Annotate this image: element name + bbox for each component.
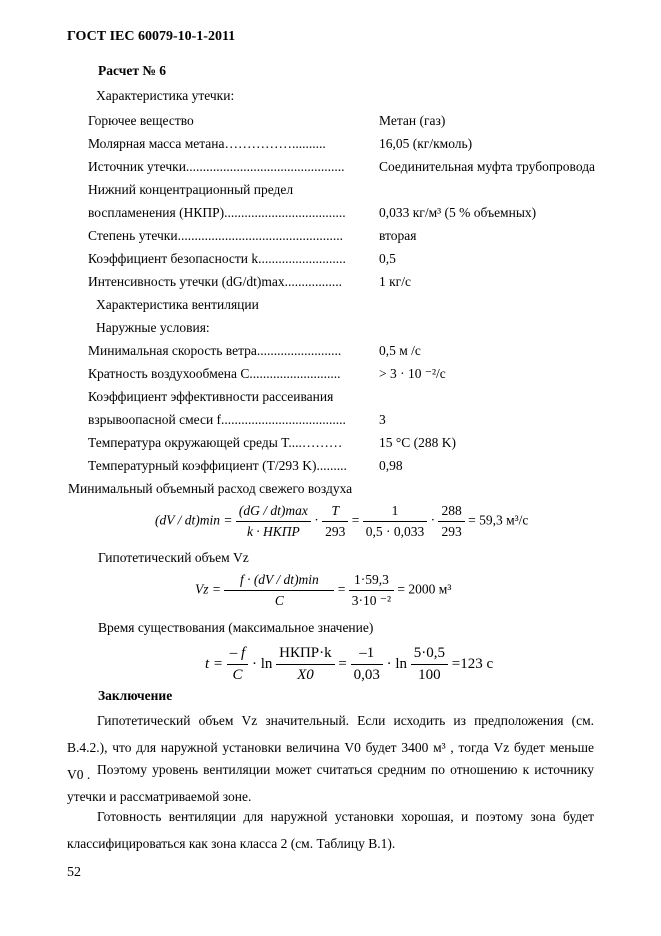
leak-section-title: Характеристика утечки: <box>96 88 235 103</box>
leak-row-value: 0,033 кг/м³ (5 % объемных) <box>379 205 537 220</box>
formula-denominator: 0,03 <box>353 667 380 683</box>
leak-row-value: Метан (газ) <box>379 113 446 128</box>
formula-min-flow: (dV / dt)min = $\frac{(dG / dt)\max}{\text{k · НКПР}}$ · $\frac{T}{293}$ = $\frac{1}{0,5 \cdot 0,033}$ · $\frac{288}{293}$ = 59,3 м³/с <box>155 503 529 539</box>
formula-fraction <box>224 572 334 609</box>
leak-row-label: Горючее вещество <box>88 113 194 128</box>
leak-row-label: Коэффициент безопасности k.......................... <box>88 251 346 266</box>
formula-numerator: T <box>322 503 348 522</box>
formula-equals: = <box>338 655 347 672</box>
leak-row-label: Степень утечки................................................. <box>88 228 343 243</box>
vent-row-label: Коэффициент эффективности рассеивания <box>88 389 334 404</box>
formula-fraction <box>349 572 394 609</box>
leak-row-value: 1 кг/с <box>379 274 411 289</box>
formula-time <box>205 645 493 684</box>
min-flow-title: Минимальный объемный расход свежего воздуха <box>68 481 353 496</box>
vz-title: Гипотетический объем Vz <box>98 550 249 565</box>
formula-result: = 2000 м³ <box>397 581 452 597</box>
formula-denominator: 100 <box>418 667 441 683</box>
formula-denominator: 3·10 ⁻² <box>351 593 392 608</box>
formula-numerator: 288 <box>438 503 464 522</box>
formula-denominator: C <box>232 667 243 683</box>
formula-denominator: 0,5 · 0,033 <box>365 524 425 539</box>
formula-fraction <box>351 645 383 684</box>
formula-denominator: 293 <box>441 524 462 539</box>
page-number: 52 <box>67 865 81 880</box>
formula-ln: · ln <box>251 655 273 672</box>
formula-fraction <box>363 503 428 540</box>
vent-row-label: Температура окружающей среды T....……… <box>88 435 343 450</box>
formula-fraction <box>227 645 248 684</box>
formula-fraction <box>322 503 348 540</box>
leak-row-label: Источник утечки............................................... <box>88 159 345 174</box>
leak-row-label: воспламенения (НКПР).................................... <box>88 205 346 220</box>
time-title: Время существования (максимальное значение) <box>98 620 374 635</box>
formula-result: =123 c <box>451 655 494 672</box>
leak-row-label: Нижний концентрационный предел <box>88 182 294 197</box>
conclusion-paragraph: Готовность вентиляции для наружной установки хорошая, и поэтому зона будет классифицироваться как зона класса 2 (см. Таблицу B.1). <box>67 809 594 851</box>
formula-numerator: – f <box>227 645 248 665</box>
vent-row-label: Кратность воздухообмена C........................... <box>88 366 341 381</box>
vent-section-title: Характеристика вентиляции <box>96 297 259 312</box>
leak-row-value: Соединительная муфта трубопровода <box>379 159 596 174</box>
formula-fraction <box>411 645 448 684</box>
formula-fraction <box>276 645 335 684</box>
formula-vz: Vz = $\frac{f \cdot (dV / dt)\min}{C}$ = $\frac{1\cdot 59,3}{\text{3·10 ⁻²}}$ = 2000 м³ <box>195 572 452 608</box>
leak-row-value: 16,05 (кг/кмоль) <box>379 136 473 151</box>
vent-row-value: 0,98 <box>379 458 403 473</box>
vent-row-value: 3 <box>379 412 386 427</box>
leak-row-label: Интенсивность утечки (dG/dt)max................. <box>88 274 343 289</box>
vent-row-value: 15 °C (288 K) <box>379 435 457 450</box>
formula-numerator: 1 <box>363 503 428 522</box>
conclusion-paragraph: Гипотетический объем Vz значительный. Если исходить из предположения (см. B.4.2.), что для наружной установки величина V0 будет 3400 м³ , тогда Vz будет меньше V0 . <box>67 713 594 782</box>
formula-lhs: t = <box>205 655 224 672</box>
formula-numerator: –1 <box>351 645 383 665</box>
vent-row-value: 0,5 м /с <box>379 343 421 358</box>
leak-row-label: Молярная масса метана…………….......... <box>88 136 326 151</box>
conclusion-paragraph: Поэтому уровень вентиляции может считаться средним по отношению к источнику утечки и рассматриваемой зоне. <box>67 762 594 804</box>
formula-denominator: C <box>274 593 284 608</box>
vent-row-label: Температурный коэффициент (T/293 K)......... <box>88 458 347 473</box>
formula-denominator: X0 <box>297 667 314 683</box>
leak-row-value: вторая <box>379 228 417 243</box>
document-header: ГОСТ IEC 60079-10-1-2011 <box>67 29 236 44</box>
vent-row-label: взрывоопасной смеси f..................................... <box>88 412 346 427</box>
formula-fraction <box>438 503 464 540</box>
formula-lhs: (dV / dt)min = <box>155 512 233 528</box>
formula-equals: = <box>351 512 360 528</box>
formula-numerator: (dG / dt)max <box>236 503 311 522</box>
outdoor-conditions-title: Наружные условия: <box>96 320 210 335</box>
conclusion-title: Заключение <box>98 688 173 703</box>
formula-denominator: 293 <box>325 524 346 539</box>
formula-numerator: НКПР·k <box>276 645 335 665</box>
formula-lhs: Vz = <box>195 581 221 597</box>
vent-row-label: Минимальная скорость ветра......................... <box>88 343 342 358</box>
leak-row-value: 0,5 <box>379 251 396 266</box>
formula-denominator: k · НКПР <box>246 524 300 539</box>
formula-numerator: f · (dV / dt)min <box>224 572 334 591</box>
vent-row-value: > 3 · 10 ⁻²/с <box>379 366 446 381</box>
formula-ln: · ln <box>386 655 408 672</box>
formula-numerator: 5·0,5 <box>411 645 448 665</box>
calculation-title: Расчет № 6 <box>98 63 167 78</box>
formula-result: = 59,3 м³/с <box>468 512 529 528</box>
formula-numerator: 1·59,3 <box>349 572 394 591</box>
formula-fraction <box>236 503 311 540</box>
